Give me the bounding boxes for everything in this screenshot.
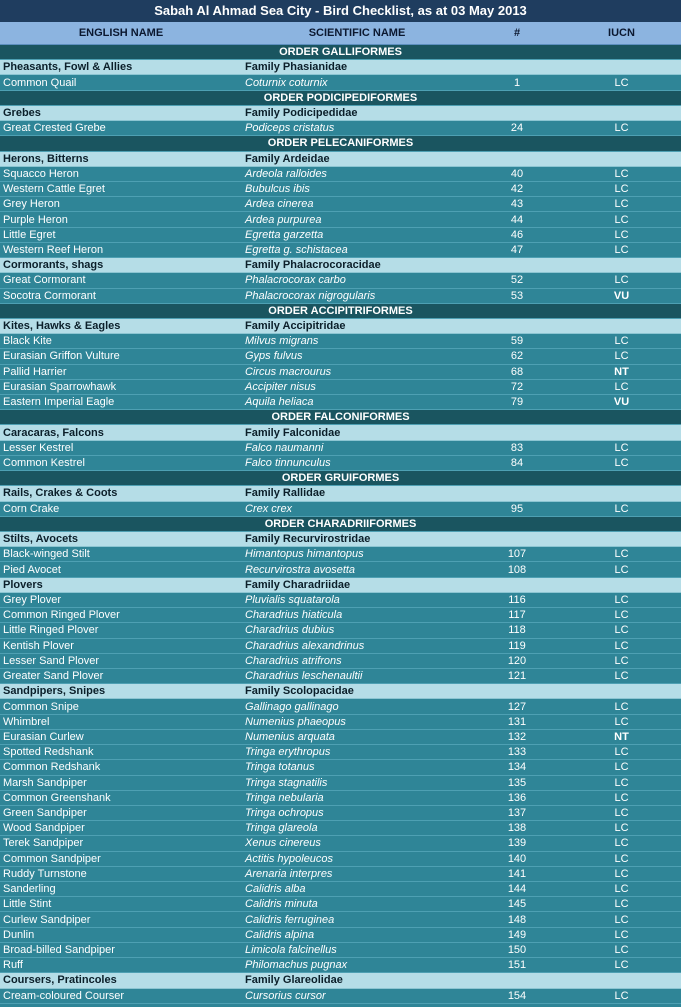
family-common-name: Pheasants, Fowl & Allies (3, 61, 133, 74)
iucn-status: LC (614, 989, 629, 1002)
iucn-status: LC (614, 548, 629, 561)
species-row (0, 243, 681, 258)
species-english-name: Ruff (3, 959, 23, 972)
family-common-name: Grebes (3, 106, 41, 119)
species-number: 132 (507, 730, 527, 743)
order-name: ORDER ACCIPITRIFORMES (268, 304, 413, 317)
species-number: 117 (508, 609, 526, 622)
species-scientific-name: Accipiter nisus (245, 380, 316, 393)
species-scientific-name: Philomachus pugnax (245, 959, 348, 972)
order-row (0, 45, 681, 60)
species-row (0, 623, 681, 638)
species-number: 145 (507, 898, 527, 911)
iucn-status: LC (614, 822, 629, 835)
species-row (0, 365, 681, 380)
species-scientific-name: Phalacrocorax carbo (245, 274, 346, 287)
species-row (0, 836, 681, 851)
species-row (0, 958, 681, 973)
species-row (0, 289, 681, 304)
iucn-status: LC (614, 639, 629, 652)
header-number: # (513, 27, 521, 39)
family-row (0, 425, 681, 440)
family-common-name: Caracaras, Falcons (3, 426, 104, 439)
iucn-status: LC (614, 274, 629, 287)
species-row (0, 608, 681, 623)
species-number: 46 (510, 228, 524, 241)
species-number: 53 (510, 289, 524, 302)
species-row (0, 912, 681, 927)
species-number: 141 (507, 867, 527, 880)
species-english-name: Sanderling (3, 883, 56, 896)
species-scientific-name: Phalacrocorax nigrogularis (245, 289, 376, 302)
iucn-status: LC (614, 624, 629, 637)
iucn-status: VU (613, 396, 630, 409)
species-scientific-name: Calidris alba (245, 883, 306, 896)
species-number: 68 (510, 365, 524, 378)
species-row (0, 334, 681, 349)
species-row (0, 456, 681, 471)
iucn-status: LC (614, 122, 629, 135)
species-row (0, 182, 681, 197)
species-scientific-name: Tringa glareola (245, 822, 318, 835)
species-english-name: Spotted Redshank (3, 746, 94, 759)
species-scientific-name: Milvus migrans (245, 335, 319, 348)
species-scientific-name: Podiceps cristatus (245, 122, 335, 135)
species-english-name: Eurasian Sparrowhawk (3, 380, 117, 393)
species-row (0, 593, 681, 608)
species-english-name: Eastern Imperial Eagle (3, 396, 115, 409)
family-scientific-name: Family Rallidae (245, 487, 326, 500)
iucn-status: LC (614, 198, 629, 211)
iucn-status: VU (613, 289, 630, 302)
species-english-name: Broad-billed Sandpiper (3, 944, 115, 957)
iucn-status: LC (614, 867, 629, 880)
species-scientific-name: Tringa nebularia (245, 791, 324, 804)
order-name: ORDER PELECANIFORMES (267, 137, 414, 150)
species-row (0, 928, 681, 943)
iucn-status: LC (614, 76, 629, 89)
iucn-status: LC (614, 335, 629, 348)
species-scientific-name: Calidris minuta (245, 898, 318, 911)
order-row (0, 410, 681, 425)
species-row (0, 867, 681, 882)
species-number: 135 (507, 776, 527, 789)
family-common-name: Coursers, Pratincoles (3, 974, 117, 987)
species-scientific-name: Circus macrourus (245, 365, 332, 378)
iucn-status: LC (614, 746, 629, 759)
species-scientific-name: Xenus cinereus (245, 837, 321, 850)
family-row (0, 60, 681, 75)
iucn-status: LC (614, 715, 629, 728)
species-english-name: Common Snipe (3, 700, 79, 713)
species-row (0, 730, 681, 745)
species-scientific-name: Himantopus himantopus (245, 548, 364, 561)
family-common-name: Herons, Bitterns (3, 152, 89, 165)
order-row (0, 304, 681, 319)
family-scientific-name: Family Glareolidae (245, 974, 343, 987)
species-english-name: Green Sandpiper (3, 807, 87, 820)
family-row (0, 319, 681, 334)
iucn-status: LC (614, 670, 629, 683)
order-name: ORDER CHARADRIIFORMES (264, 517, 417, 530)
species-scientific-name: Aquila heliaca (245, 396, 314, 409)
family-scientific-name: Family Falconidae (245, 426, 341, 439)
order-name: ORDER FALCONIFORMES (271, 411, 410, 424)
species-english-name: Little Stint (3, 898, 52, 911)
family-row (0, 152, 681, 167)
species-row (0, 806, 681, 821)
species-number: 120 (507, 654, 527, 667)
species-scientific-name: Calidris ferruginea (245, 913, 335, 926)
species-number: 52 (510, 274, 524, 287)
species-number: 116 (508, 593, 526, 606)
species-english-name: Wood Sandpiper (3, 822, 85, 835)
species-row (0, 669, 681, 684)
iucn-status: LC (614, 183, 629, 196)
species-number: 43 (510, 198, 524, 211)
species-row (0, 699, 681, 714)
family-row (0, 486, 681, 501)
species-english-name: Common Quail (3, 76, 77, 89)
species-english-name: Common Ringed Plover (3, 609, 120, 622)
species-english-name: Common Redshank (3, 761, 101, 774)
species-scientific-name: Bubulcus ibis (245, 183, 310, 196)
species-row (0, 197, 681, 212)
checklist-title: Sabah Al Ahmad Sea City - Bird Checklist, as at 03 May 2013 (0, 0, 681, 22)
species-scientific-name: Recurvirostra avosetta (245, 563, 356, 576)
species-scientific-name: Egretta g. schistacea (245, 243, 348, 256)
species-english-name: Western Cattle Egret (3, 183, 105, 196)
species-number: 136 (507, 791, 527, 804)
species-number: 137 (507, 807, 527, 820)
species-row (0, 715, 681, 730)
species-number: 139 (507, 837, 527, 850)
species-number: 47 (510, 243, 524, 256)
species-scientific-name: Arenaria interpres (245, 867, 333, 880)
species-english-name: Squacco Heron (3, 167, 79, 180)
family-row (0, 258, 681, 273)
species-english-name: Pallid Harrier (3, 365, 67, 378)
header-iucn: IUCN (608, 27, 635, 39)
species-scientific-name: Calidris alpina (245, 928, 315, 941)
species-number: 144 (507, 883, 527, 896)
iucn-status: LC (614, 228, 629, 241)
species-english-name: Western Reef Heron (3, 243, 104, 256)
order-row (0, 517, 681, 532)
species-number: 150 (507, 944, 527, 957)
species-english-name: Common Greenshank (3, 791, 111, 804)
iucn-status: LC (614, 593, 629, 606)
species-number: 40 (510, 167, 524, 180)
iucn-status: LC (614, 350, 629, 363)
species-row (0, 562, 681, 577)
species-english-name: Eurasian Curlew (3, 730, 84, 743)
species-scientific-name: Limicola falcinellus (245, 944, 337, 957)
iucn-status: LC (614, 852, 629, 865)
species-row (0, 776, 681, 791)
species-scientific-name: Falco naumanni (245, 441, 324, 454)
species-row (0, 228, 681, 243)
species-scientific-name: Tringa ochropus (245, 807, 324, 820)
species-number: 133 (507, 746, 527, 759)
iucn-status: NT (614, 730, 629, 743)
species-english-name: Great Crested Grebe (3, 122, 106, 135)
species-english-name: Great Cormorant (3, 274, 86, 287)
order-name: ORDER GALLIFORMES (279, 46, 402, 59)
species-scientific-name: Gallinago gallinago (245, 700, 339, 713)
species-number: 138 (507, 822, 527, 835)
species-row (0, 212, 681, 227)
species-english-name: Corn Crake (3, 502, 60, 515)
species-scientific-name: Pluvialis squatarola (245, 593, 340, 606)
species-row (0, 75, 681, 90)
iucn-status: LC (614, 213, 629, 226)
family-scientific-name: Family Recurvirostridae (245, 533, 371, 546)
species-english-name: Black-winged Stilt (3, 548, 90, 561)
iucn-status: LC (614, 654, 629, 667)
iucn-status: NT (614, 365, 629, 378)
family-common-name: Rails, Crakes & Coots (3, 487, 118, 500)
species-row (0, 654, 681, 669)
species-row (0, 273, 681, 288)
species-number: 118 (508, 624, 526, 637)
species-scientific-name: Charadrius atrifrons (245, 654, 342, 667)
family-scientific-name: Family Accipitridae (245, 320, 346, 333)
species-row (0, 547, 681, 562)
family-row (0, 684, 681, 699)
family-scientific-name: Family Charadriidae (245, 578, 351, 591)
iucn-status: LC (614, 807, 629, 820)
species-english-name: Ruddy Turnstone (3, 867, 87, 880)
species-row (0, 502, 681, 517)
species-row (0, 989, 681, 1004)
iucn-status: LC (614, 883, 629, 896)
species-english-name: Dunlin (3, 928, 35, 941)
species-scientific-name: Gyps fulvus (245, 350, 303, 363)
species-row (0, 745, 681, 760)
iucn-status: LC (614, 502, 629, 515)
species-english-name: Kentish Plover (3, 639, 74, 652)
species-row (0, 167, 681, 182)
species-scientific-name: Actitis hypoleucos (245, 852, 334, 865)
species-english-name: Socotra Cormorant (3, 289, 96, 302)
iucn-status: LC (614, 700, 629, 713)
iucn-status: LC (614, 441, 629, 454)
species-english-name: Marsh Sandpiper (3, 776, 87, 789)
species-english-name: Grey Plover (3, 593, 62, 606)
species-scientific-name: Crex crex (245, 502, 293, 515)
species-scientific-name: Tringa stagnatilis (245, 776, 328, 789)
species-number: 1 (513, 76, 521, 89)
species-number: 95 (510, 502, 524, 515)
species-scientific-name: Numenius arquata (245, 730, 335, 743)
column-header-row (0, 22, 681, 45)
order-row (0, 91, 681, 106)
species-scientific-name: Ardeola ralloides (245, 167, 327, 180)
iucn-status: LC (614, 761, 629, 774)
species-number: 84 (510, 457, 524, 470)
species-english-name: Curlew Sandpiper (3, 913, 91, 926)
species-english-name: Little Egret (3, 228, 56, 241)
species-number: 62 (510, 350, 524, 363)
species-english-name: Whimbrel (3, 715, 50, 728)
species-row (0, 349, 681, 364)
species-row (0, 395, 681, 410)
species-scientific-name: Charadrius hiaticula (245, 609, 343, 622)
species-english-name: Greater Sand Plover (3, 670, 104, 683)
species-row (0, 882, 681, 897)
species-row (0, 943, 681, 958)
iucn-status: LC (614, 837, 629, 850)
iucn-status: LC (614, 913, 629, 926)
iucn-status: LC (614, 243, 629, 256)
iucn-status: LC (614, 609, 629, 622)
species-row (0, 821, 681, 836)
iucn-status: LC (614, 457, 629, 470)
family-common-name: Kites, Hawks & Eagles (3, 320, 121, 333)
species-english-name: Cream-coloured Courser (3, 989, 125, 1002)
species-row (0, 791, 681, 806)
species-number: 83 (510, 441, 524, 454)
family-common-name: Cormorants, shags (3, 259, 104, 272)
order-name: ORDER PODICIPEDIFORMES (263, 91, 418, 104)
iucn-status: LC (614, 563, 629, 576)
species-english-name: Pied Avocet (3, 563, 61, 576)
species-english-name: Purple Heron (3, 213, 68, 226)
species-number: 72 (510, 380, 524, 393)
species-number: 154 (507, 989, 527, 1002)
species-number: 148 (507, 913, 527, 926)
header-scientific-name: SCIENTIFIC NAME (308, 27, 406, 39)
species-scientific-name: Charadrius alexandrinus (245, 639, 365, 652)
species-english-name: Black Kite (3, 335, 52, 348)
family-row (0, 973, 681, 988)
species-scientific-name: Coturnix coturnix (245, 76, 328, 89)
species-scientific-name: Tringa totanus (245, 761, 315, 774)
family-row (0, 578, 681, 593)
header-english-name: ENGLISH NAME (78, 27, 164, 39)
order-row (0, 471, 681, 486)
species-scientific-name: Egretta garzetta (245, 228, 324, 241)
species-number: 121 (507, 670, 527, 683)
iucn-status: LC (614, 791, 629, 804)
family-common-name: Sandpipers, Snipes (3, 685, 106, 698)
species-number: 42 (510, 183, 524, 196)
family-common-name: Stilts, Avocets (3, 533, 78, 546)
species-scientific-name: Falco tinnunculus (245, 457, 331, 470)
family-row (0, 106, 681, 121)
family-scientific-name: Family Phalacrocoracidae (245, 259, 381, 272)
species-english-name: Common Sandpiper (3, 852, 101, 865)
species-scientific-name: Cursorius cursor (245, 989, 326, 1002)
species-row (0, 760, 681, 775)
species-number: 24 (510, 122, 524, 135)
species-number: 79 (510, 396, 524, 409)
species-english-name: Common Kestrel (3, 457, 85, 470)
order-row (0, 136, 681, 151)
species-number: 131 (507, 715, 527, 728)
species-english-name: Lesser Sand Plover (3, 654, 99, 667)
species-english-name: Little Ringed Plover (3, 624, 99, 637)
species-english-name: Terek Sandpiper (3, 837, 84, 850)
species-scientific-name: Numenius phaeopus (245, 715, 346, 728)
iucn-status: LC (614, 776, 629, 789)
species-english-name: Eurasian Griffon Vulture (3, 350, 120, 363)
species-row (0, 121, 681, 136)
species-scientific-name: Ardea purpurea (245, 213, 322, 226)
iucn-status: LC (614, 898, 629, 911)
family-row (0, 532, 681, 547)
species-number: 140 (507, 852, 527, 865)
order-name: ORDER GRUIFORMES (281, 472, 400, 485)
species-number: 151 (507, 959, 527, 972)
species-scientific-name: Charadrius leschenaultii (245, 670, 363, 683)
iucn-status: LC (614, 944, 629, 957)
species-number: 127 (507, 700, 527, 713)
family-scientific-name: Family Ardeidae (245, 152, 330, 165)
species-number: 108 (507, 563, 527, 576)
species-number: 59 (510, 335, 524, 348)
family-scientific-name: Family Podicipedidae (245, 106, 358, 119)
species-number: 107 (507, 548, 527, 561)
species-number: 149 (507, 928, 527, 941)
species-row (0, 441, 681, 456)
species-number: 134 (507, 761, 527, 774)
family-common-name: Plovers (3, 578, 43, 591)
checklist-table-body (0, 45, 681, 1004)
species-scientific-name: Tringa erythropus (245, 746, 331, 759)
species-row (0, 639, 681, 654)
species-scientific-name: Charadrius dubius (245, 624, 335, 637)
species-row (0, 852, 681, 867)
species-english-name: Grey Heron (3, 198, 60, 211)
species-number: 44 (510, 213, 524, 226)
family-scientific-name: Family Phasianidae (245, 61, 348, 74)
species-scientific-name: Ardea cinerea (245, 198, 314, 211)
iucn-status: LC (614, 167, 629, 180)
iucn-status: LC (614, 380, 629, 393)
species-english-name: Lesser Kestrel (3, 441, 74, 454)
iucn-status: LC (614, 928, 629, 941)
iucn-status: LC (614, 959, 629, 972)
family-scientific-name: Family Scolopacidae (245, 685, 354, 698)
species-row (0, 380, 681, 395)
species-row (0, 897, 681, 912)
species-number: 119 (508, 639, 526, 652)
